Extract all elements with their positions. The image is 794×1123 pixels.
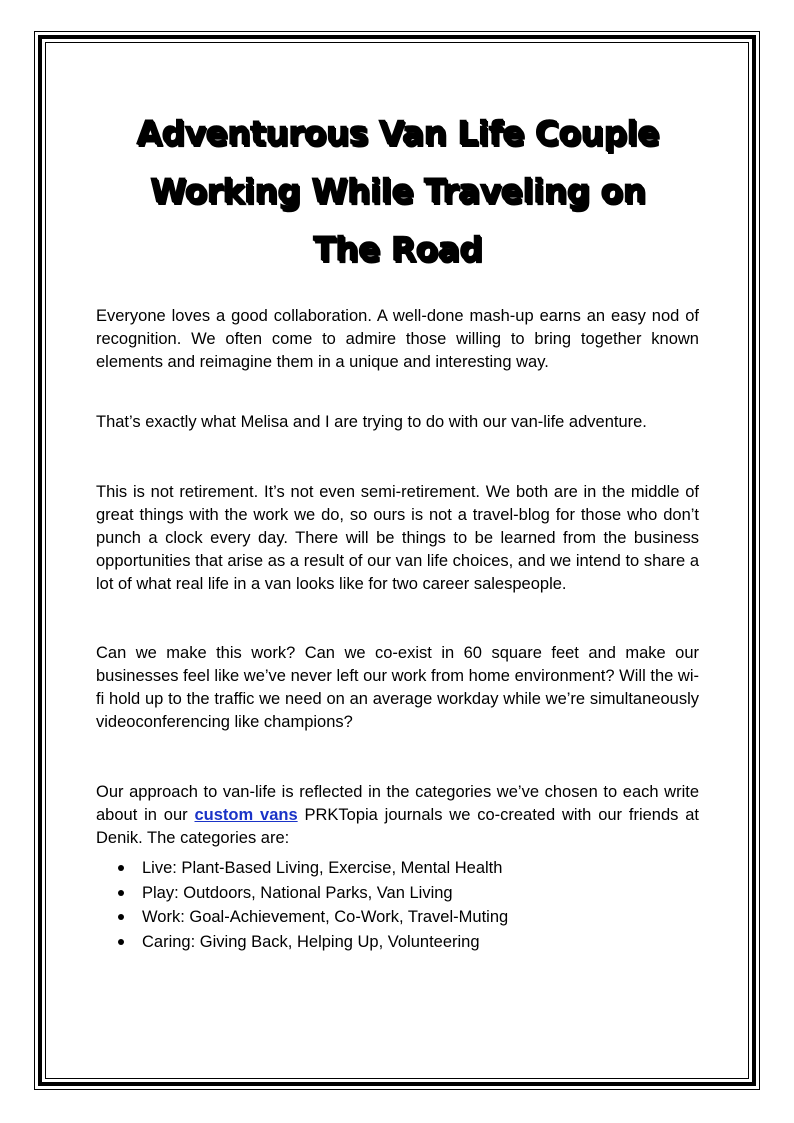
paragraph-approach (96, 781, 699, 850)
category-caring: Caring: Giving Back, Helping Up, Volunteering (142, 932, 480, 951)
paragraph-collaboration: Everyone loves a good collaboration. A well-done mash-up earns an easy nod of recognition. We often come to admire those willing to bring together known elements and reimagine them in a unique and interesting way. (96, 307, 699, 371)
list-item (118, 881, 699, 906)
categories-list (96, 856, 699, 954)
custom-vans-link[interactable]: custom vans (194, 806, 298, 824)
title-line-2: Working While Traveling on (149, 171, 646, 210)
list-item (118, 856, 699, 881)
list-item (118, 930, 699, 955)
title-line-1: Adventurous Van Life Couple (136, 113, 659, 152)
category-work: Work: Goal-Achievement, Co-Work, Travel-Muting (142, 908, 509, 926)
page-title (96, 104, 699, 278)
approach-text-after-link: PRKTopia journals we co-created with our friends at Denik. The categories are: (96, 806, 699, 847)
list-item (118, 905, 699, 930)
bullet-icon (118, 890, 124, 896)
document-body (96, 104, 699, 954)
paragraph-not-retirement: This is not retirement. It’s not even semi-retirement. We both are in the middle of great things with the work we do, so ours is not a travel-blog for those who don’t punch a clock every day. There will be things to be learned from the business opportunities that arise as a result of our van life choices, and we intend to share a lot of what real life in a van looks like for two career salespeople. (96, 483, 699, 593)
category-play: Play: Outdoors, National Parks, Van Living (142, 883, 453, 902)
title-line-3: The Road (312, 229, 483, 268)
bullet-icon (118, 865, 124, 871)
bullet-icon (118, 914, 124, 920)
paragraph-van-life-adventure: That’s exactly what Melisa and I are trying to do with our van-life adventure. (96, 413, 647, 431)
paragraph-can-we-make-this-work: Can we make this work? Can we co-exist in 60 square feet and make our businesses feel like we’ve never left our work from home environment? Will the wi-fi hold up to the traffic we need on an average workday while we’re simultaneously videoconferencing like champions? (96, 644, 699, 731)
category-live: Live: Plant-Based Living, Exercise, Mental Health (142, 859, 503, 877)
bullet-icon (118, 939, 124, 945)
approach-text-before-link: Our approach to van-life is reflected in the categories we’ve chosen to each write about in our (96, 783, 699, 824)
